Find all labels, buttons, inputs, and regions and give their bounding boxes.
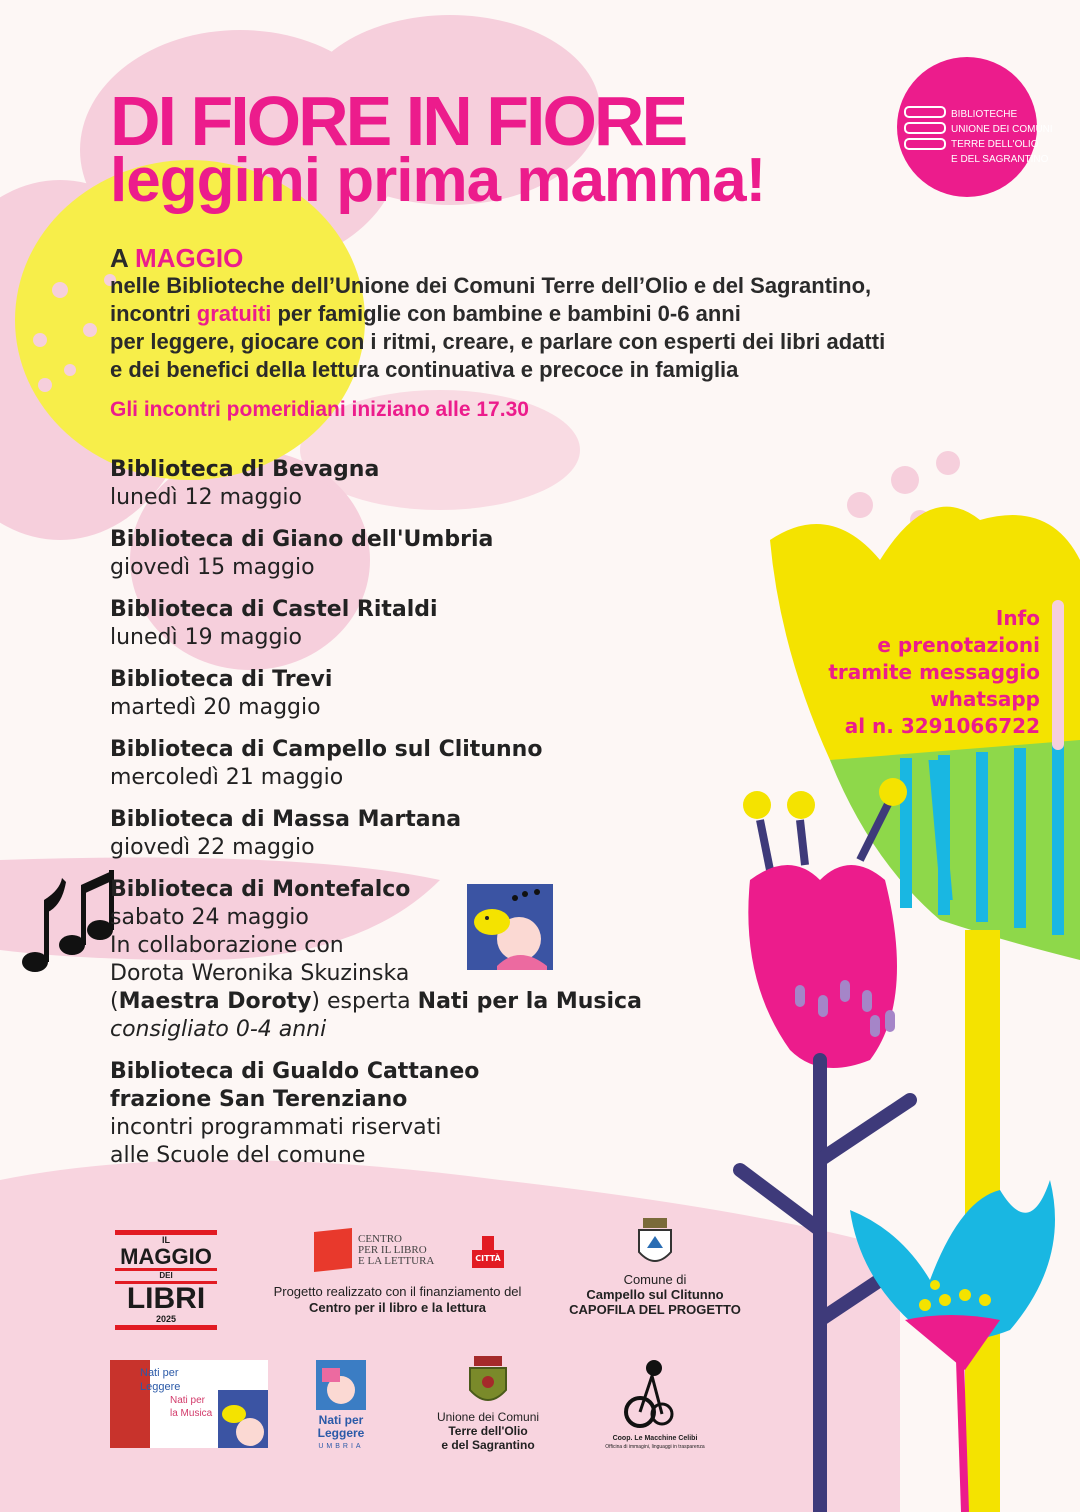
library-item (110, 456, 710, 512)
intro-gratuiti: gratuiti (196, 301, 272, 326)
library-date: giovedì 22 maggio (110, 835, 315, 860)
library-item (110, 596, 710, 652)
npl-npm-logo (110, 1360, 268, 1448)
intro-line: nelle Biblioteche dell’Unione dei Comuni Terre dell’Olio e del Sagrantino, (110, 273, 872, 298)
maggio-dei-libri-logo (115, 1230, 217, 1330)
red-book-icon (310, 1228, 352, 1272)
unione-line: e del Sagrantino (441, 1438, 535, 1452)
badge-line: BIBLIOTECHE (951, 109, 1018, 120)
citta-label: CITTÀ (475, 1254, 501, 1263)
unione-line: Unione dei Comuni (436, 1410, 540, 1424)
maggio-libri: LIBRI (126, 1282, 206, 1315)
campello-line: Comune di (623, 1272, 687, 1287)
paren-open: ( (110, 989, 119, 1014)
badge-line: E DEL SAGRANTINO (951, 154, 1049, 165)
bottom-band (0, 1160, 900, 1512)
campello-crest-icon (637, 1218, 673, 1270)
esperta-text: ) esperta (311, 989, 411, 1014)
info-phone: al n. 3291066722 (844, 714, 1040, 738)
pink-stripe (1052, 600, 1064, 750)
library-item (110, 526, 710, 582)
gualdo-note: alle Scuole del comune (110, 1143, 366, 1168)
magenta-tulip (748, 865, 897, 1068)
npl-text (140, 1366, 180, 1394)
books-icon (903, 105, 949, 153)
library-subname: frazione San Terenziano (110, 1087, 408, 1112)
maggio-year: 2025 (115, 1314, 217, 1330)
badge-line: TERRE DELL'OLIO (951, 139, 1039, 150)
npm-line: Nati per (170, 1395, 206, 1406)
library-list (110, 456, 710, 1184)
coop-line: Coop. Le Macchine Celibi (612, 1435, 698, 1442)
library-name: Biblioteca di Montefalco (110, 877, 411, 902)
title-line-1: DI FIORE IN FIORE (110, 82, 686, 160)
coop-text (600, 1434, 710, 1452)
cepell-text (358, 1234, 434, 1267)
nplu-line: Nati per (318, 1413, 364, 1427)
cepell-logo-mark (310, 1228, 352, 1272)
start-time: Gli incontri pomeridiani iniziano alle 17.30 (110, 398, 529, 421)
npl-umbria-text (306, 1414, 376, 1453)
program-name: Nati per la Musica (417, 989, 642, 1014)
intro-maggio: MAGGIO (135, 243, 244, 273)
biblioteche-badge (897, 57, 1053, 197)
info-line: Info (995, 606, 1040, 630)
library-date: mercoledì 21 maggio (110, 765, 344, 790)
unione-text (418, 1410, 558, 1452)
stamen-tip (787, 791, 815, 819)
library-item (110, 806, 710, 862)
funding-text (245, 1284, 550, 1316)
dot (847, 492, 873, 518)
citta-che-legge-logo (472, 1236, 504, 1274)
intro-text (110, 244, 885, 384)
library-name: Biblioteca di Castel Ritaldi (110, 597, 438, 622)
npm-text (170, 1394, 212, 1420)
npl-line: Nati per (140, 1367, 179, 1379)
badge-line: UNIONE DEI COMUNI (951, 124, 1053, 135)
unione-crest-icon (466, 1356, 510, 1408)
library-name: Biblioteca di Giano dell'Umbria (110, 527, 494, 552)
funding-line: Progetto realizzato con il finanziamento del (273, 1284, 522, 1299)
unione-line: Terre dell'Olio (448, 1424, 528, 1438)
nati-per-la-musica-illustration (467, 884, 553, 970)
library-date: lunedì 19 maggio (110, 625, 303, 650)
library-item-gualdo (110, 1058, 710, 1170)
dot (891, 466, 919, 494)
nplu-line: UMBRIA (318, 1443, 364, 1450)
dot (936, 451, 960, 475)
coop-line: Officina di immagini, linguaggi in trasparenza (605, 1444, 705, 1450)
stamen-tip (879, 778, 907, 806)
maggio-il: IL (115, 1230, 217, 1246)
intro-line: per leggere, giocare con i ritmi, creare, e parlare con esperti dei libri adatti (110, 329, 886, 354)
collab-person: Dorota Weronika Skuzinska (110, 961, 410, 986)
library-date: sabato 24 maggio (110, 905, 309, 930)
library-date: martedì 20 maggio (110, 695, 321, 720)
maggio-word: MAGGIO (120, 1244, 212, 1269)
title-line-2: leggimi prima mamma! (110, 146, 766, 215)
baby-bird-icon (218, 1390, 268, 1448)
library-name: Biblioteca di Massa Martana (110, 807, 462, 832)
cepell-line: PER IL LIBRO (358, 1244, 427, 1256)
intro-incontri: incontri (110, 301, 191, 326)
npl-umbria-mark (316, 1360, 366, 1410)
library-name: Biblioteca di Bevagna (110, 457, 380, 482)
age-advice: consigliato 0-4 anni (110, 1017, 327, 1042)
intro-a: A (110, 243, 128, 273)
maggio-dei: DEI (115, 1268, 217, 1284)
funding-line: Centro per il libro e la lettura (309, 1300, 486, 1315)
library-item (110, 666, 710, 722)
nplu-line: Leggere (317, 1426, 365, 1440)
campello-line: Campello sul Clitunno (586, 1287, 724, 1302)
cepell-line: CENTRO (358, 1233, 402, 1245)
pink-stem (960, 1360, 965, 1512)
library-name: Biblioteca di Trevi (110, 667, 333, 692)
npm-line: la Musica (170, 1408, 213, 1419)
macchine-celibi-icon (624, 1356, 674, 1430)
stamen-tip (743, 791, 771, 819)
library-item-montefalco (110, 876, 710, 1044)
info-whatsapp (828, 605, 1040, 740)
intro-line: e dei benefici della lettura continuativa e precoce in famiglia (110, 357, 739, 382)
cepell-line: E LA LETTURA (358, 1255, 435, 1267)
info-line: tramite messaggio (828, 660, 1040, 684)
library-name: Biblioteca di Gualdo Cattaneo (110, 1059, 480, 1084)
info-line: whatsapp (930, 687, 1040, 711)
library-item (110, 736, 710, 792)
library-date: giovedì 15 maggio (110, 555, 315, 580)
nickname: Maestra Doroty (118, 989, 312, 1014)
collab-text: In collaborazione con (110, 933, 344, 958)
reading-child-icon (316, 1360, 366, 1410)
npl-line: Leggere (140, 1381, 181, 1393)
campello-text (560, 1272, 750, 1317)
info-line: e prenotazioni (877, 633, 1040, 657)
intro-famiglie: per famiglie con bambine e bambini 0-6 anni (277, 301, 741, 326)
campello-line: CAPOFILA DEL PROGETTO (569, 1302, 741, 1317)
gualdo-note: incontri programmati riservati (110, 1115, 442, 1140)
library-date: lunedì 12 maggio (110, 485, 303, 510)
library-name: Biblioteca di Campello sul Clitunno (110, 737, 543, 762)
